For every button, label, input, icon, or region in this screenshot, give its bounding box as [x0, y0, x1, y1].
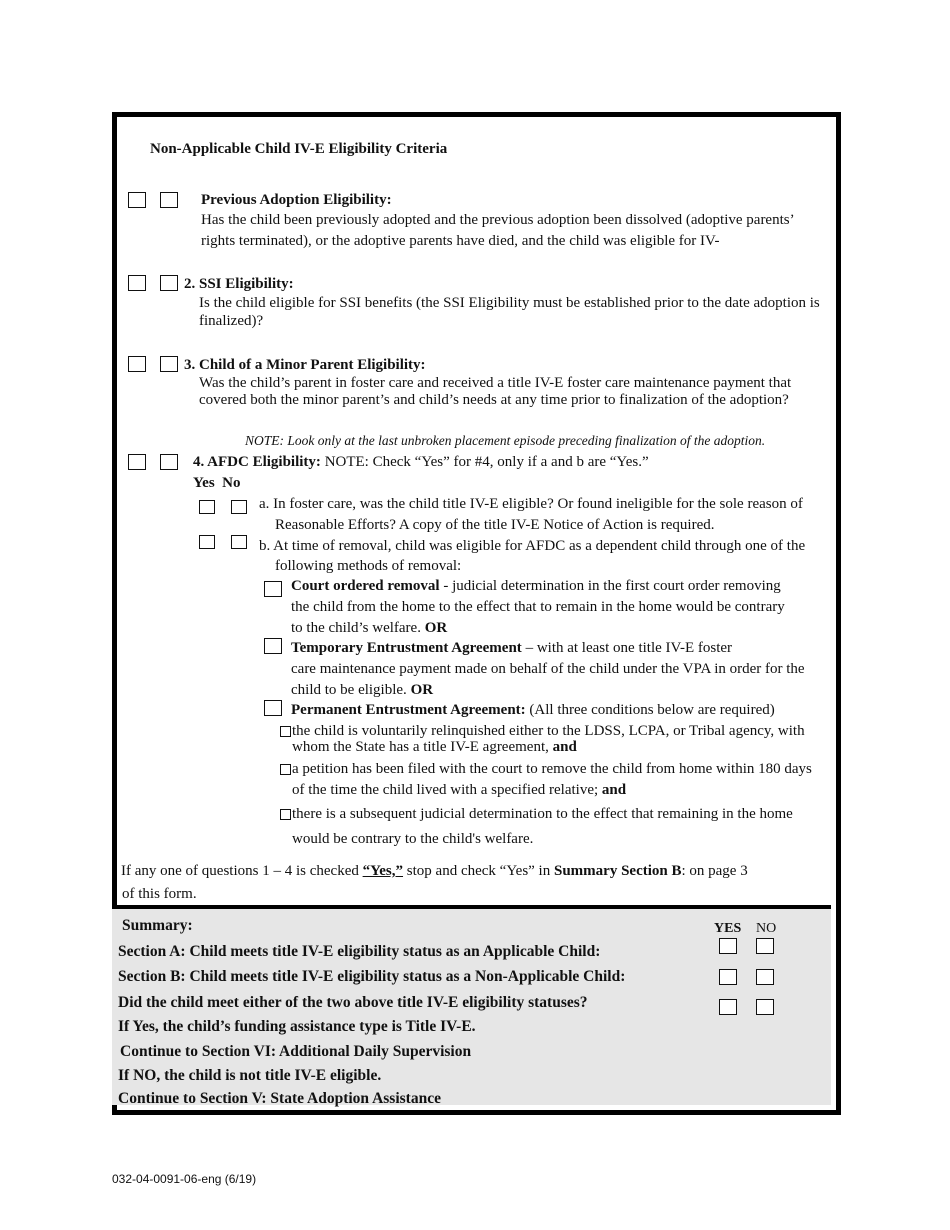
- condition1-line2: [292, 738, 577, 756]
- and-label: and: [552, 739, 577, 755]
- no-header: NO: [756, 921, 777, 936]
- court-text3: to the child’s welfare.: [291, 620, 425, 636]
- temp-text: – with at least one title IV-E foster: [521, 640, 733, 656]
- condition2-line1: a petition has been filed with the court to remove the child from home within 180 days: [292, 761, 812, 777]
- q3-title: 3. Child of a Minor Parent Eligibility:: [184, 357, 426, 373]
- condition3-line1: there is a subsequent judicial determination to the effect that remaining in the home: [292, 806, 793, 822]
- q4b-no-checkbox[interactable]: [231, 535, 247, 549]
- q3-text-line1: Was the child’s parent in foster care and received a title IV-E foster care maintenance payment that: [199, 375, 792, 391]
- q4b-text-line2: following methods of removal:: [275, 558, 462, 574]
- temp-line3: [291, 681, 433, 699]
- section-a-no-checkbox[interactable]: [756, 938, 774, 954]
- instruction-text: : on page 3: [681, 863, 748, 879]
- q2-yes-checkbox[interactable]: [128, 275, 146, 291]
- q2-text-line1: Is the child eligible for SSI benefits (the SSI Eligibility must be established prior to the date adoption is: [199, 295, 820, 311]
- instruction-line1: [121, 862, 748, 880]
- perm-text: (All three conditions below are required): [525, 702, 775, 718]
- q2-no-checkbox[interactable]: [160, 275, 178, 291]
- q4a-yes-checkbox[interactable]: [199, 500, 215, 514]
- q4-yes-checkbox[interactable]: [128, 454, 146, 470]
- court-text: - judicial determination in the first court order removing: [439, 578, 781, 594]
- temporary-entrustment-checkbox[interactable]: [264, 638, 282, 654]
- condition3-line2: would be contrary to the child's welfare.: [292, 831, 534, 847]
- court-line3: [291, 619, 447, 637]
- summary-section: [112, 905, 831, 1105]
- perm-line1: [291, 701, 775, 719]
- section-b-text: Section B: Child meets title IV-E eligibility status as a Non-Applicable Child:: [118, 968, 626, 985]
- yes-header: YES: [714, 921, 742, 936]
- q4-title: 4. AFDC Eligibility:: [193, 454, 321, 470]
- yes-no-header: Yes No: [193, 475, 241, 491]
- temp-title: Temporary Entrustment Agreement: [291, 640, 522, 656]
- temp-line1: [291, 639, 732, 657]
- q1-title: Previous Adoption Eligibility:: [201, 192, 392, 208]
- q4b-text-line1: b. At time of removal, child was eligible for AFDC as a dependent child through one of the: [259, 538, 806, 554]
- section-heading: Non-Applicable Child IV-E Eligibility Criteria: [150, 141, 448, 157]
- temp-text3: child to be eligible.: [291, 682, 411, 698]
- section-b-no-checkbox[interactable]: [756, 969, 774, 985]
- temp-line2: care maintenance payment made on behalf of the child under the VPA in order for the: [291, 661, 805, 677]
- court-line2: the child from the home to the effect that to remain in the home would be contrary: [291, 599, 785, 615]
- q2-text-line2: finalized)?: [199, 313, 264, 329]
- continue-section-vi-text: Continue to Section VI: Additional Daily Supervision: [120, 1043, 472, 1060]
- condition1-text2: whom the State has a title IV-E agreement,: [292, 739, 553, 755]
- condition2-checkbox[interactable]: [280, 764, 291, 775]
- condition2-line2: [292, 781, 626, 799]
- section-a-yes-checkbox[interactable]: [719, 938, 737, 954]
- court-line1: [291, 577, 781, 595]
- condition1-line1: the child is voluntarily relinquished either to the LDSS, LCPA, or Tribal agency, with: [292, 723, 805, 739]
- q3-yes-checkbox[interactable]: [128, 356, 146, 372]
- instruction-yes: “Yes,”: [362, 863, 404, 879]
- q3-text-line2: covered both the minor parent’s and child’s needs at any time prior to finalization of the adoption?: [199, 392, 789, 408]
- instruction-text: stop and check “Yes” in: [403, 863, 554, 879]
- condition3-checkbox[interactable]: [280, 809, 291, 820]
- q4-line: [193, 453, 649, 471]
- q1-no-checkbox[interactable]: [160, 192, 178, 208]
- q2-title: 2. SSI Eligibility:: [184, 276, 294, 292]
- q1-text-line2: rights terminated), or the adoptive parents have died, and the child was eligible for IV-: [201, 233, 720, 249]
- court-ordered-removal-checkbox[interactable]: [264, 581, 282, 597]
- condition2-text2: of the time the child lived with a specified relative;: [292, 782, 602, 798]
- note-text: NOTE: Look only at the last unbroken placement episode preceding finalization of the adoption.: [245, 433, 766, 448]
- permanent-entrustment-checkbox[interactable]: [264, 700, 282, 716]
- form-number: 032-04-0091-06-eng (6/19): [112, 1172, 257, 1186]
- condition1-checkbox[interactable]: [280, 726, 291, 737]
- instruction-text: If any one of questions 1 – 4 is checked: [121, 863, 363, 879]
- court-title: Court ordered removal: [291, 578, 440, 594]
- instruction-summary-b: Summary Section B: [553, 863, 682, 879]
- if-no-text: If NO, the child is not title IV-E eligible.: [118, 1067, 382, 1084]
- or-label: OR: [424, 620, 448, 636]
- q4a-text-line1: a. In foster care, was the child title IV-E eligible? Or found ineligible for the sole reason of: [259, 496, 803, 512]
- q4a-text-line2: Reasonable Efforts? A copy of the title IV-E Notice of Action is required.: [275, 517, 715, 533]
- if-yes-text: If Yes, the child’s funding assistance type is Title IV-E.: [118, 1018, 476, 1035]
- instruction-line2: of this form.: [122, 886, 197, 902]
- either-yes-checkbox[interactable]: [719, 999, 737, 1015]
- either-status-text: Did the child meet either of the two above title IV-E eligibility statuses?: [118, 994, 588, 1011]
- q4-note: NOTE: Check “Yes” for #4, only if a and b are “Yes.”: [320, 454, 649, 470]
- q4-no-checkbox[interactable]: [160, 454, 178, 470]
- q1-yes-checkbox[interactable]: [128, 192, 146, 208]
- q1-text-line1: Has the child been previously adopted and the previous adoption been dissolved (adoptive parents’: [201, 212, 795, 228]
- summary-title: Summary:: [122, 917, 193, 934]
- section-a-text: Section A: Child meets title IV-E eligibility status as an Applicable Child:: [118, 943, 601, 960]
- either-no-checkbox[interactable]: [756, 999, 774, 1015]
- section-b-yes-checkbox[interactable]: [719, 969, 737, 985]
- and-label: and: [601, 782, 627, 798]
- q4b-yes-checkbox[interactable]: [199, 535, 215, 549]
- q3-no-checkbox[interactable]: [160, 356, 178, 372]
- or-label: OR: [410, 682, 434, 698]
- continue-section-v-text: Continue to Section V: State Adoption Assistance: [118, 1090, 441, 1107]
- perm-title: Permanent Entrustment Agreement:: [291, 702, 526, 718]
- q4a-no-checkbox[interactable]: [231, 500, 247, 514]
